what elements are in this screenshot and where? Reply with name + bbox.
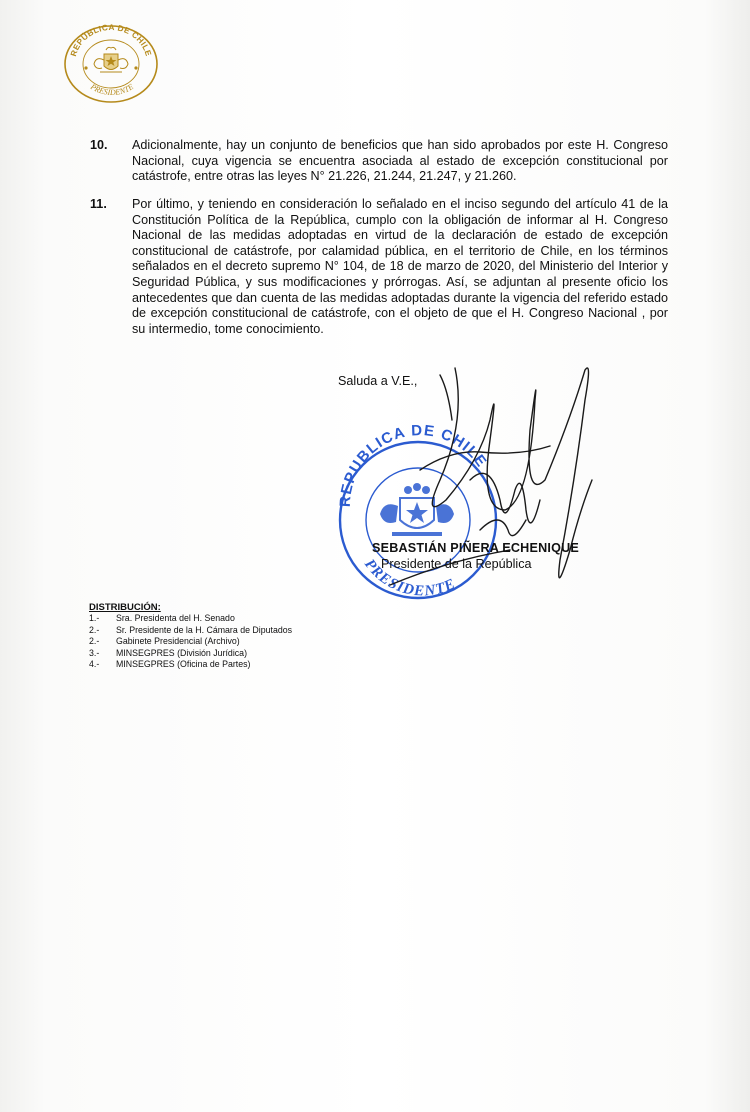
list-item-text: Sra. Presidenta del H. Senado <box>116 613 235 624</box>
list-item <box>89 625 292 636</box>
stamp-ring-text: REPUBLICA DE CHILE <box>336 422 491 508</box>
presidential-seal <box>58 20 164 104</box>
list-item <box>89 659 292 670</box>
distribution-heading: DISTRIBUCIÓN: <box>89 602 161 613</box>
svg-text:REPUBLICA DE CHILE <box>337 422 491 507</box>
distribution-list <box>89 602 292 670</box>
seal-bottom-text: PRESIDENTE <box>88 82 136 98</box>
list-item <box>89 636 292 647</box>
list-item-number: 4.- <box>89 659 100 670</box>
list-item-number: 3.- <box>89 647 100 658</box>
seal-ring-text: REPÚBLICA DE CHILE <box>69 22 153 58</box>
list-item <box>89 613 292 624</box>
list-item-text: Gabinete Presidencial (Archivo) <box>116 636 240 647</box>
stamp-and-signature <box>330 360 620 610</box>
signer-title: Presidente de la República <box>381 557 532 571</box>
list-item-text: MINSEGPRES (División Jurídica) <box>116 647 248 658</box>
list-item-number: 1.- <box>89 613 100 624</box>
paragraph-number: 10. <box>90 138 108 152</box>
list-item-number: 2.- <box>89 624 100 635</box>
list-item <box>89 648 292 659</box>
list-item-number: 2.- <box>89 636 100 647</box>
svg-text:PRESIDENTE <box>88 82 135 97</box>
list-item-text: Sr. Presidente de la H. Cámara de Diputados <box>116 624 293 635</box>
presidential-stamp <box>337 422 496 600</box>
paragraph-text: Adicionalmente, hay un conjunto de beneficios que han sido aprobados por este H. Congreso Nacional, cuya vigencia se encuentra asociada al estado de excepción constitucional por catástrofe, entre otras las leyes N° 21.226, 21.244, 21.247, y 21.260. <box>132 138 668 184</box>
signer-name: SEBASTIÁN PIÑERA ECHENIQUE <box>372 541 579 555</box>
stamp-bottom-text: PRESIDENTE <box>361 556 459 600</box>
paragraph-number: 11. <box>90 197 107 211</box>
paragraph-text: Por último, y teniendo en consideración lo señalado en el inciso segundo del artículo 41 de la Constitución Política de la República, cumplo con la obligación de informar al H. Congreso Nacional de las medidas adoptadas en virtud de la declaración de estado de excepción constitucional de catástrofe, por calamidad pública, en el territorio de Chile, en los términos señalados en el decreto supremo N° 104, de 18 de marzo de 2020, del Ministerio del Interior y Seguridad Pública, y sus modificaciones y prórrogas. Así, se adjuntan al presente oficio los antecedentes que dan cuenta de las medidas adoptadas durante la vigencia del referido estado de excepción constitucional de catástrofe, con el objeto de que el H. Congreso Nacional , por su intermedio, tome conocimiento. <box>132 197 668 336</box>
list-item-text: MINSEGPRES (Oficina de Partes) <box>116 659 251 670</box>
closing-salutation: Saluda a V.E., <box>338 374 418 388</box>
